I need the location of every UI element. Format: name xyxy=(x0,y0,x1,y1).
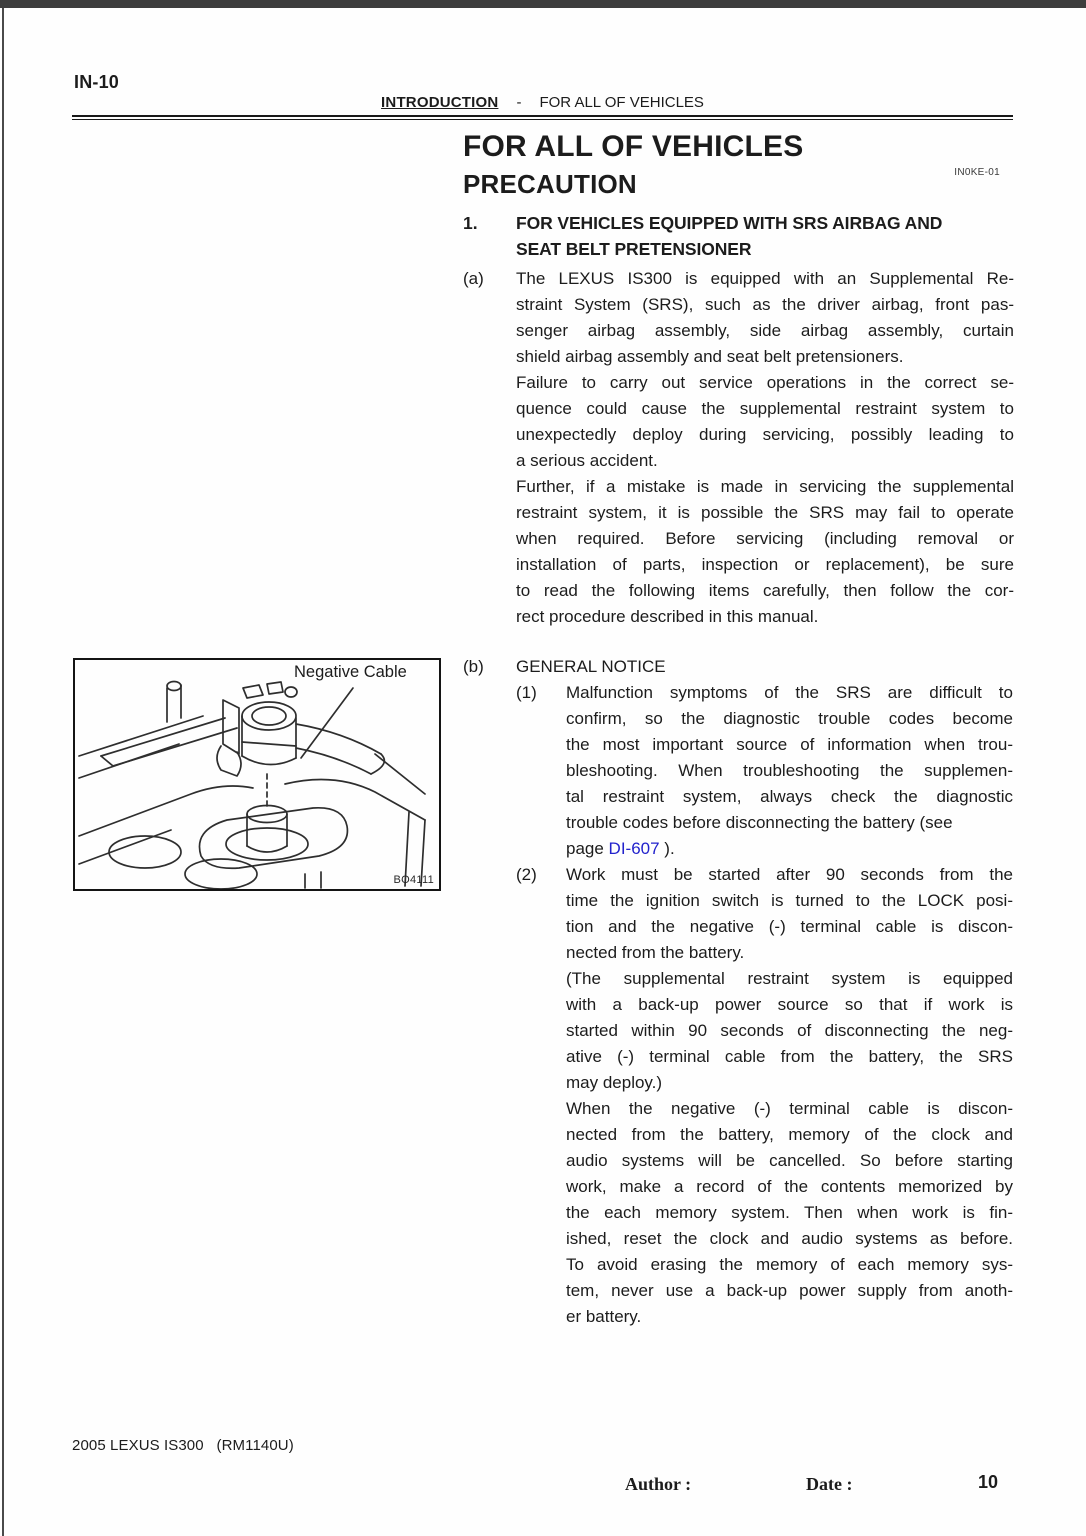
text-line xyxy=(566,836,1013,862)
footer-date-label: Date : xyxy=(806,1474,853,1494)
text-line: to read the following items carefully, then follow the cor- xyxy=(516,581,1014,600)
text-line: senger airbag assembly, side airbag assembly, curtain xyxy=(516,321,1014,340)
text-line: ative (-) terminal cable from the battery, the SRS xyxy=(566,1047,1013,1066)
text-line: the most important source of information when trou- xyxy=(566,735,1013,754)
text-line: To avoid erasing the memory of each memory sys- xyxy=(566,1255,1013,1274)
text-line: time the ignition switch is turned to the LOCK posi- xyxy=(566,891,1013,910)
text-line: the each memory system. Then when work is fin- xyxy=(566,1203,1013,1222)
item-a xyxy=(463,266,1014,630)
link-line-suffix: ). xyxy=(659,839,675,858)
scan-top-edge xyxy=(0,0,1086,8)
item-b-marker: (b) xyxy=(463,657,484,676)
subtitle-row xyxy=(463,169,1014,199)
item-a-marker: (a) xyxy=(463,269,484,288)
text-line: nected from the battery, memory of the clock and xyxy=(566,1125,1013,1144)
item-a-body xyxy=(516,266,1014,630)
document-code: IN0KE-01 xyxy=(954,167,1000,178)
text-line: audio systems will be cancelled. So before starting xyxy=(566,1151,1013,1170)
paragraph xyxy=(566,966,1013,1096)
footer-page-number: 10 xyxy=(978,1472,999,1492)
item-b-heading: GENERAL NOTICE xyxy=(516,657,666,676)
text-line: Failure to carry out service operations in the correct se- xyxy=(516,373,1014,392)
text-line: with a back-up power source so that if work is xyxy=(566,995,1013,1014)
running-header-section: INTRODUCTION xyxy=(381,94,499,111)
text-line: work, make a record of the contents memorized by xyxy=(566,1177,1013,1196)
text-line: restraint system, it is possible the SRS may fail to operate xyxy=(516,503,1014,522)
running-header-title: FOR ALL OF VEHICLES xyxy=(539,94,704,111)
item-b xyxy=(463,654,1014,1330)
footer-author-label: Author : xyxy=(625,1474,692,1494)
text-line: straint System (SRS), such as the driver airbag, front pas- xyxy=(516,295,1014,314)
sub-item-1-body xyxy=(566,680,1013,862)
text-line: tion and the negative (-) terminal cable is discon- xyxy=(566,917,1013,936)
text-line: may deploy.) xyxy=(566,1073,663,1092)
sub-item-1 xyxy=(516,680,1014,862)
text-line: tal restraint system, always check the diagnostic xyxy=(566,787,1013,806)
paragraph xyxy=(566,862,1013,966)
text-line: confirm, so the diagnostic trouble codes become xyxy=(566,709,1013,728)
page-reference-link[interactable]: DI-607 xyxy=(608,839,660,858)
item-b-column xyxy=(463,654,1014,1330)
text-line: Malfunction symptoms of the SRS are difficult to xyxy=(566,683,1013,702)
sub-item-2 xyxy=(516,862,1014,1330)
text-line: (The supplemental restraint system is equipped xyxy=(566,969,1013,988)
text-line: tem, never use a back-up power supply from anoth- xyxy=(566,1281,1013,1300)
running-header-separator: - xyxy=(516,94,522,111)
text-line: rect procedure described in this manual. xyxy=(516,607,819,626)
sub-item-2-body xyxy=(566,862,1013,1330)
section-heading-line: FOR VEHICLES EQUIPPED WITH SRS AIRBAG AND xyxy=(516,213,943,233)
text-line: unexpectedly deploy during servicing, possibly leading to xyxy=(516,425,1014,444)
section-number: 1. xyxy=(463,213,478,233)
paragraph xyxy=(566,1096,1013,1330)
item-b-body xyxy=(516,654,1014,1330)
text-line: quence could cause the supplemental restraint system to xyxy=(516,399,1014,418)
header-rule xyxy=(72,115,1013,120)
section-1-heading-row xyxy=(463,210,1014,262)
figure-code: BO4111 xyxy=(393,874,434,886)
text-line: trouble codes before disconnecting the battery (see xyxy=(566,813,953,832)
text-line: shield airbag assembly and seat belt pretensioners. xyxy=(516,347,904,366)
paragraph xyxy=(516,370,1014,474)
main-column xyxy=(463,130,1014,630)
text-line: er battery. xyxy=(566,1307,642,1326)
page-title: FOR ALL OF VEHICLES xyxy=(463,130,804,163)
text-line: Further, if a mistake is made in servicing the supplemental xyxy=(516,477,1014,496)
text-line: installation of parts, inspection or replacement), be sure xyxy=(516,555,1014,574)
paragraph xyxy=(516,266,1014,370)
page-subtitle: PRECAUTION xyxy=(463,169,637,199)
sub-item-1-marker: (1) xyxy=(516,683,537,702)
text-line: When the negative (-) terminal cable is discon- xyxy=(566,1099,1013,1118)
text-line: when required. Before servicing (including removal or xyxy=(516,529,1014,548)
text-line: ished, reset the clock and audio systems as before. xyxy=(566,1229,1013,1248)
paragraph xyxy=(566,680,1013,836)
text-line: nected from the battery. xyxy=(566,943,745,962)
text-line: a serious accident. xyxy=(516,451,658,470)
battery-figure xyxy=(73,658,441,891)
scan-left-edge xyxy=(2,8,4,1536)
text-line: bleshooting. When troubleshooting the supplemen- xyxy=(566,761,1013,780)
section-heading-line: SEAT BELT PRETENSIONER xyxy=(516,239,752,259)
running-header xyxy=(72,94,1013,111)
sub-item-2-marker: (2) xyxy=(516,865,537,884)
text-line: Work must be started after 90 seconds from the xyxy=(566,865,1013,884)
figure-label: Negative Cable xyxy=(294,663,407,681)
text-line: The LEXUS IS300 is equipped with an Supplemental Re- xyxy=(516,269,1014,288)
battery-line-art xyxy=(75,660,439,889)
footer-model-line: 2005 LEXUS IS300 (RM1140U) xyxy=(72,1437,294,1454)
text-line: started within 90 seconds of disconnecting the neg- xyxy=(566,1021,1013,1040)
section-heading xyxy=(516,210,942,262)
page-section-code: IN-10 xyxy=(74,72,120,92)
paragraph xyxy=(516,474,1014,630)
link-line-prefix: page xyxy=(566,839,609,858)
